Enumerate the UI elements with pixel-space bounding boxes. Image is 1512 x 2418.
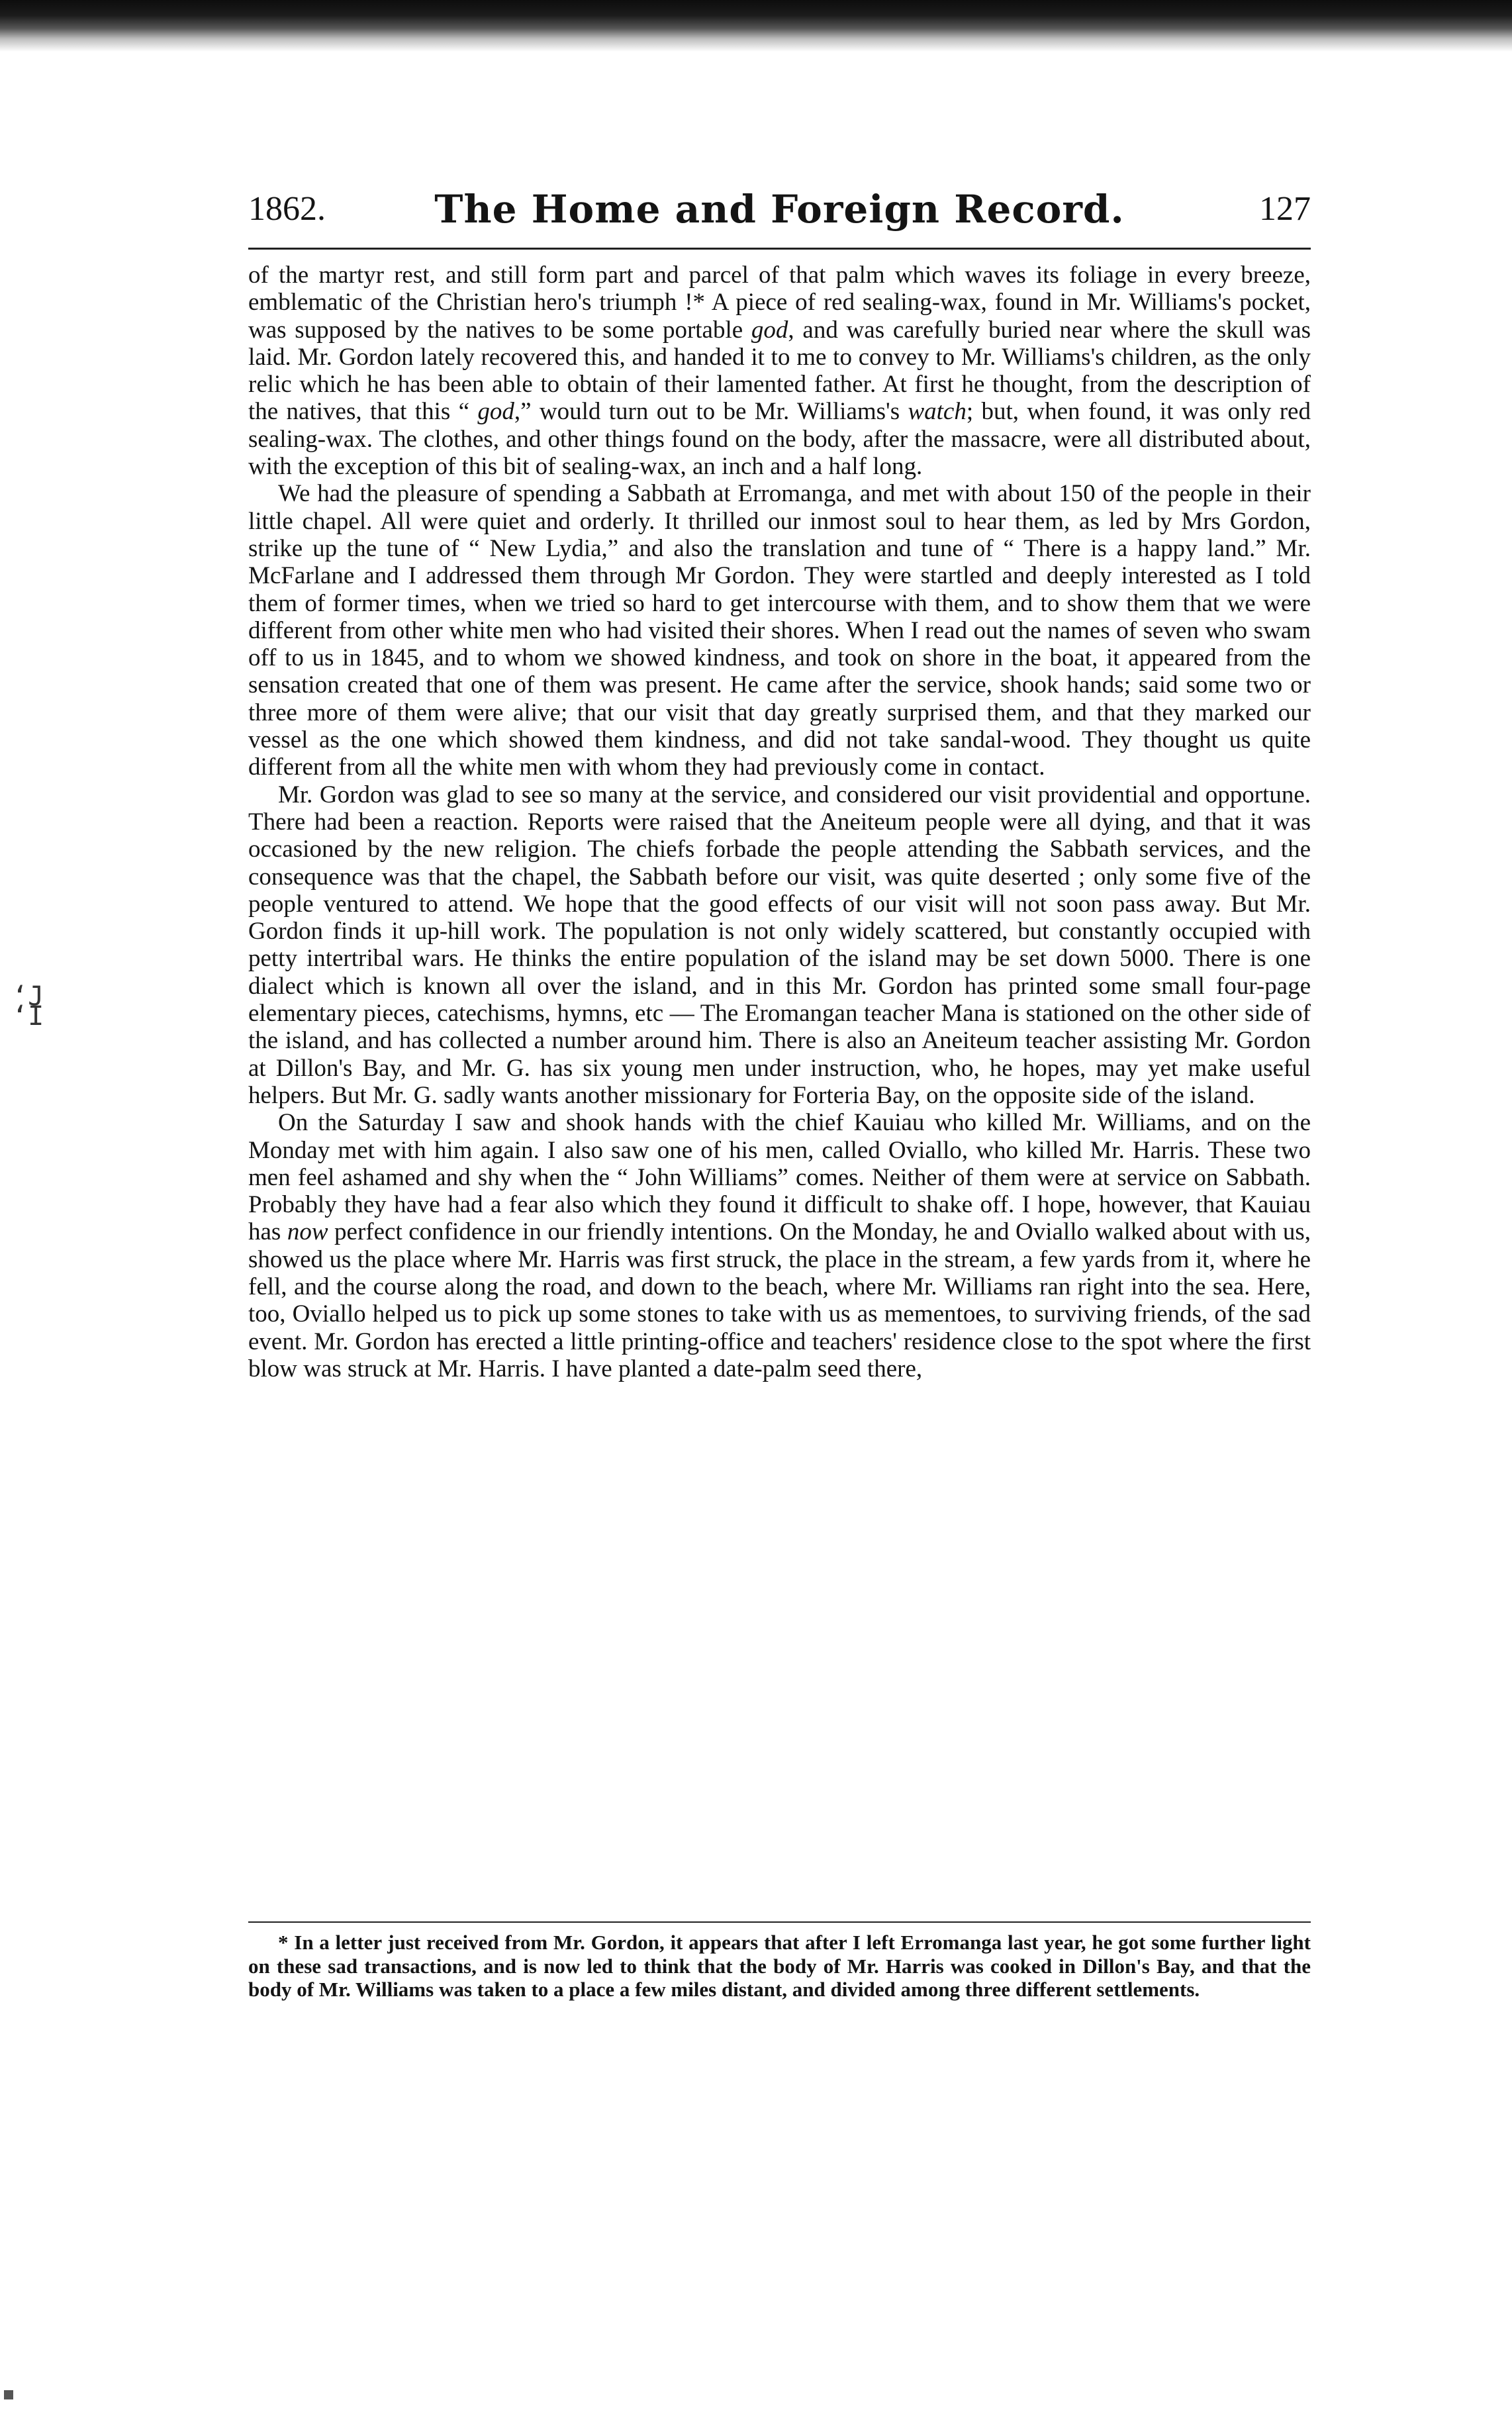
italic-text: god: [751, 316, 788, 344]
header-year: 1862.: [248, 190, 326, 228]
running-header: [248, 187, 1311, 234]
paragraph: [248, 262, 1311, 480]
text-run: of the martyr rest, and still form part and parcel of that palm which waves its foliage in every breeze, emblematic of the Christian hero's triumph !* A piece of red sealing-wax, found in Mr. Williams's pocket, was supposed by the natives to be some portable: [248, 262, 1311, 344]
italic-text: watch: [908, 398, 967, 426]
italic-text: now: [287, 1218, 328, 1246]
header-rule: [248, 248, 1311, 250]
footnote-text: * In a letter just received from Mr. Gordon, it appears that after I left Erromanga last year, he got some further light on these sad transactions, and is now led to think that the body of Mr. Harris was cooked in Dillon's Bay, and that the body of Mr. Williams was taken to a place a few miles distant, and divided among three different settlements.: [248, 1931, 1311, 2001]
paragraph: [248, 1109, 1311, 1382]
margin-mark: ‘J ‘I: [12, 981, 44, 1032]
text-run: , and was carefully buried near where the skull was laid. Mr. Gordon lately recovered this, and handed it to me to convey to Mr. Williams's children, as the only relic which he has been able to obtain of their lamented father. At first he thought, from the description of the natives, that this “: [248, 316, 1311, 426]
text-run: On the Saturday I saw and shook hands with the chief Kauiau who killed Mr. Williams, and on the Monday met with him again. I also saw one of his men, called Oviallo, who killed Mr. Harris. These two men feel ashamed and shy when the “ John Williams” comes. Neither of them were at service on Sabbath. Probably they have had a fear also which they found it difficult to shake off. I hope, however, that Kauiau has: [248, 1109, 1311, 1246]
footnote-rule: [248, 1921, 1311, 1923]
page-number: 127: [1259, 190, 1311, 228]
text-run: ; but, when found, it was only red sealing-wax. The clothes, and other things found on the body, after the massacre, were all distributed about, with the exception of this bit of sealing-wax, an inch and a half long.: [248, 398, 1311, 481]
footnote: [248, 1931, 1311, 2002]
text-run: perfect confidence in our friendly intentions. On the Monday, he and Oviallo walked about with us, showed us the place where Mr. Harris was first struck, the place in the stream, a few yards from it, where he fell, and the course along the road, and down to the beach, where Mr. Williams ran right into the sea. Here, too, Oviallo helped us to pick up some stones to take with us as mementoes, to surviving friends, of the sad event. Mr. Gordon has erected a little printing-office and teachers' residence close to the spot where the first blow was struck at Mr. Harris. I have planted a date-palm seed there,: [248, 1218, 1311, 1382]
text-run: ,” would turn out to be Mr. Williams's: [514, 398, 908, 426]
italic-text: god: [477, 398, 514, 426]
scan-speck: [4, 2390, 13, 2399]
article-body: [248, 262, 1311, 1382]
paragraph: [248, 480, 1311, 781]
text-run: We had the pleasure of spending a Sabbath at Erromanga, and met with about 150 of the people in their little chapel. All were quiet and orderly. It thrilled our inmost soul to hear them, as led by Mrs Gordon, strike up the tune of “ New Lydia,” and also the translation and tune of “ There is a happy land.” Mr. McFarlane and I addressed them through Mr Gordon. They were startled and deeply interested as I told them of former times, when we tried so hard to get intercourse with them, and to show them that we were different from other white men who had visited their shores. When I read out the names of seven who swam off to us in 1845, and to whom we showed kindness, and took on shore in the boat, it appeared from the sensation created that one of them was present. He came after the service, shook hands; said some two or three more of them were alive; that our visit that day greatly surprised them, and that they marked our vessel as the one which showed them kindness, and did not take sandal-wood. They thought us quite different from all the white men with whom they had previously come in contact.: [248, 480, 1311, 781]
paragraph: [248, 781, 1311, 1110]
text-run: Mr. Gordon was glad to see so many at the service, and considered our visit providential and opportune. There had been a reaction. Reports were raised that the Aneiteum people were all dying, and that it was occasioned by the new religion. The chiefs forbade the people attending the Sabbath services, and the consequence was that the chapel, the Sabbath before our visit, was quite deserted ; only some five of the people ventured to attend. We hope that the good effects of our visit will not soon pass away. But Mr. Gordon finds it up-hill work. The population is not only widely scattered, but constantly occupied with petty intertribal wars. He thinks the entire population of the island may be set down 5000. There is one dialect which is known all over the island, and in this Mr. Gordon has printed some small four-page elementary pieces, catechisms, hymns, etc — The Eromangan teacher Mana is stationed on the other side of the island, and has collected a number around him. There is also an Aneiteum teacher assisting Mr. Gordon at Dillon's Bay, and Mr. G. has six young men under instruction, who, he hopes, may yet make useful helpers. But Mr. G. sadly wants another missionary for Forteria Bay, on the opposite side of the island.: [248, 781, 1311, 1109]
journal-title: The Home and Foreign Record.: [434, 187, 1125, 232]
scan-top-edge: [0, 0, 1512, 52]
